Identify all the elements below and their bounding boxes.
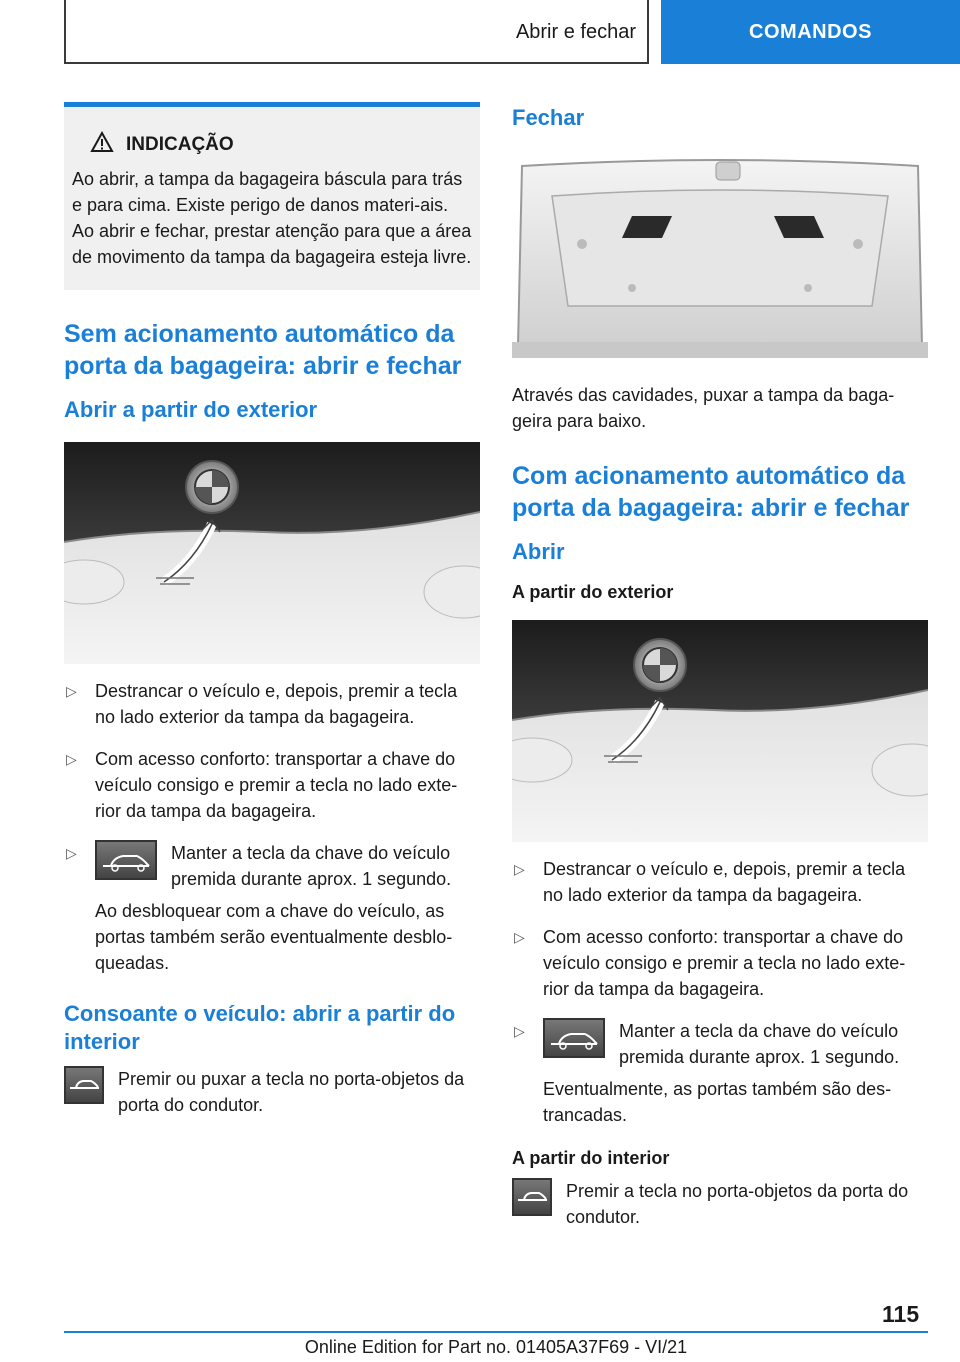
car-key-trunk-icon	[95, 840, 157, 880]
bullet-triangle-icon: ▷	[66, 751, 77, 767]
interior-open-text: Premir ou puxar a tecla no porta-objetos da porta do condutor.	[118, 1069, 465, 1115]
key-note-2: Eventualmente, as portas também são des-trancadas.	[543, 1079, 892, 1125]
bullet-triangle-icon: ▷	[514, 929, 525, 945]
trunk-button-photo	[64, 442, 480, 664]
heading-close: Fechar	[512, 105, 585, 130]
door-tailgate-button-icon	[64, 1066, 104, 1104]
bullet-triangle-icon: ▷	[514, 861, 525, 877]
list-item: ▷ Manter a tecla da chave do veículo premida durante aprox. 1 segundo.	[512, 1018, 928, 1070]
heading-auto-tailgate: Com acionamento automático da porta da bagageira: abrir e fechar	[512, 462, 910, 522]
bullet-triangle-icon: ▷	[66, 683, 77, 699]
footer-edition: Online Edition for Part no. 01405A37F69 - VI/21	[304, 1337, 688, 1357]
open-outside-list	[64, 678, 480, 892]
left-column	[64, 102, 480, 1118]
trunk-button-photo-2	[512, 620, 928, 842]
tailgate-inside-photo	[512, 156, 928, 358]
page-number: 115	[882, 1301, 920, 1327]
close-text: Através das cavidades, puxar a tampa da baga-geira para baixo.	[512, 385, 895, 431]
door-tailgate-button-icon	[512, 1178, 552, 1216]
list-item: ▷ Manter a tecla da chave do veículo premida durante aprox. 1 segundo.	[64, 840, 480, 892]
car-key-trunk-icon	[543, 1018, 605, 1058]
list-item: ▷ Destrancar o veículo e, depois, premir a tecla no lado exterior da tampa da bagageira.	[512, 856, 928, 908]
bullet-triangle-icon: ▷	[514, 1023, 525, 1039]
heading-open-from-outside: Abrir a partir do exterior	[64, 397, 318, 422]
list-item: ▷ Destrancar o veículo e, depois, premir a tecla no lado exterior da tampa da bagageira.	[64, 678, 480, 730]
heading-no-auto-tailgate: Sem acionamento automático da porta da bagageira: abrir e fechar	[64, 320, 462, 380]
list-item: ▷ Com acesso conforto: transportar a chave do veículo consigo e premir a tecla no lado exte-rior da tampa da bagageira.	[512, 924, 928, 1002]
subheading-from-inside: A partir do interior	[512, 1148, 670, 1168]
warning-title: INDICAÇÃO	[126, 133, 234, 155]
list-item: ▷ Com acesso conforto: transportar a chave do veículo consigo e premir a tecla no lado exte-rior da tampa da bagageira.	[64, 746, 480, 824]
auto-open-outside-list	[512, 856, 928, 1070]
heading-open-from-inside: Consoante o veículo: abrir a partir do interior	[64, 1001, 456, 1054]
bullet-triangle-icon: ▷	[66, 845, 77, 861]
heading-open: Abrir	[512, 539, 565, 564]
key-note: Ao desbloquear com a chave do veículo, as portas também serão eventualmente desblo-queadas.	[95, 901, 453, 973]
warning-box	[64, 102, 480, 290]
header-section-title: Abrir e fechar	[515, 20, 636, 43]
interior-open-text-2: Premir a tecla no porta-objetos da porta do condutor.	[566, 1181, 909, 1227]
right-column	[512, 102, 928, 1230]
header-chapter-tab[interactable]: COMANDOS	[661, 0, 960, 64]
subheading-from-outside: A partir do exterior	[512, 582, 674, 602]
footer-divider	[64, 1331, 928, 1333]
warning-text: Ao abrir, a tampa da bagageira báscula para trás e para cima. Existe perigo de danos materi-ais. Ao abrir e fechar, prestar atenção para que a área de movimento da tampa da bagageira esteja livre.	[72, 169, 472, 267]
warning-triangle-icon	[90, 131, 114, 158]
